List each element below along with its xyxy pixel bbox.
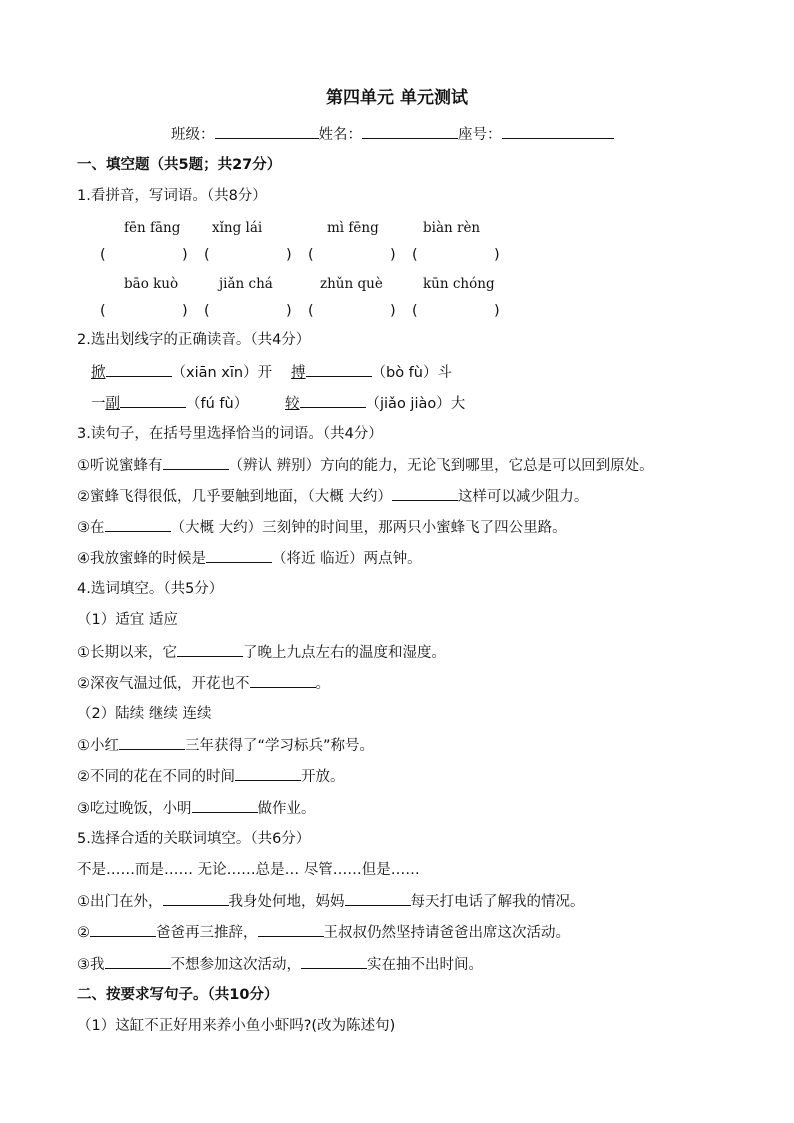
answer-box-3[interactable]: ( [308,247,314,263]
sentence-text: 这样可以减少阻力。 [457,489,589,505]
q2-blank-2[interactable] [306,362,372,377]
q4-group2-sentence-2 [77,766,345,787]
page-title: 第四单元 单元测试 [326,88,468,108]
sentence-text: 三年获得了“学习标兵”称号。 [185,738,375,754]
q5-sentence-3 [77,954,483,975]
pinyin-jiancha: jiǎn chá [219,276,273,292]
sentence-text: 不想参加这次活动， [170,957,301,973]
answer-box-5[interactable]: ( [100,303,106,319]
q5-options: 不是……而是…… 无论……总是… 尽管……但是…… [77,862,420,878]
q4-blank-3[interactable] [119,735,185,750]
sentence-text: 开放。 [301,769,345,785]
q3-sentence-3 [77,517,567,538]
answer-box-1[interactable]: ( [100,247,106,263]
q4-blank-1[interactable] [177,642,243,657]
sentence-text: ①长期以来，它 [77,645,177,661]
q2-tail: 开 [257,365,273,381]
seat-blank[interactable] [502,124,614,139]
answer-box-4[interactable]: ( [412,247,418,263]
section1-heading: 一、填空题（共5题；共27分） [77,157,282,173]
q3-blank-3[interactable] [105,517,171,532]
answer-box-4-close: ) [494,247,500,263]
sentence-text: ②不同的花在不同的时间 [77,769,235,785]
q5-blank-3[interactable] [90,922,156,937]
pinyin-mifeng: mì fēng [327,220,379,236]
pinyin-baokuo: bāo kuò [124,276,179,292]
sentence-text: ①听说蜜蜂有 [77,458,163,474]
q2-pre: 一 [91,396,106,412]
q4-group-1-options: （1）适宜 适应 [77,612,178,628]
pinyin-xinglai: xǐng lái [212,220,263,236]
section2-q1: （1）这缸不正好用来养小鱼小虾吗?(改为陈述句) [77,1018,396,1034]
q5-blank-2[interactable] [345,891,411,906]
sentence-text: ② [77,925,90,941]
sentence-text: 实在抽不出时间。 [367,957,483,973]
q2-pinyin-options: （jiǎo jiào） [365,396,451,412]
underlined-char: 副 [105,396,120,412]
q4-blank-2[interactable] [250,673,316,688]
q5-blank-1[interactable] [163,891,229,906]
answer-box-5-close: ) [182,303,188,319]
sentence-text: 。 [315,676,330,692]
sentence-text: 做作业。 [257,801,316,817]
sentence-text: 王叔叔仍然坚持请爸爸出席这次活动。 [323,925,570,941]
q5-blank-5[interactable] [105,954,171,969]
q4-group2-sentence-1 [77,735,374,756]
sentence-text: ①出门在外， [77,894,163,910]
q4-prompt: 4.选词填空。（共5分） [77,581,224,597]
q2-item-4 [285,393,465,414]
sentence-text: 我身处何地，妈妈 [228,894,345,910]
answer-box-2-close: ) [286,247,292,263]
answer-box-8-close: ) [494,303,500,319]
q5-sentence-1 [77,891,585,912]
q3-blank-2[interactable] [392,486,458,501]
q5-blank-6[interactable] [301,954,367,969]
name-label: 姓名： [318,127,362,143]
answer-box-6[interactable]: ( [204,303,210,319]
q2-blank-4[interactable] [300,393,366,408]
class-blank[interactable] [215,124,319,139]
q4-group1-sentence-1 [77,642,446,663]
sentence-text: 了晚上九点左右的温度和湿度。 [243,645,446,661]
q4-group2-sentence-3 [77,798,316,819]
q3-sentence-2 [77,486,588,507]
q5-prompt: 5.选择合适的关联词填空。（共6分） [77,831,311,847]
sentence-text: （将近 临近）两点钟。 [272,551,422,567]
answer-box-6-close: ) [286,303,292,319]
sentence-text: 每天打电话了解我的情况。 [410,894,585,910]
sentence-text: （大概 大约）三刻钟的时间里，那两只小蜜蜂飞了四公里路。 [170,520,567,536]
q4-group1-sentence-2 [77,673,330,694]
q3-sentence-4 [77,548,422,569]
q2-tail: 大 [450,396,466,412]
class-label: 班级： [171,127,215,143]
q2-prompt: 2.选出划线字的正确读音。（共4分） [77,332,311,348]
seat-label: 座号： [458,127,502,143]
answer-box-2[interactable]: ( [204,247,210,263]
sentence-text: ②深夜气温过低，开花也不 [77,676,250,692]
q2-item-1 [91,362,272,383]
q4-group-2-options: （2）陆续 继续 连续 [77,706,212,722]
q3-blank-4[interactable] [206,548,272,563]
q2-tail: 斗 [437,365,452,381]
underlined-char: 搏 [291,365,306,381]
pinyin-fenfang: fēn fāng [124,220,181,236]
sentence-text: ①小红 [77,738,119,754]
q3-sentence-1 [77,455,654,476]
q5-blank-4[interactable] [258,922,324,937]
pinyin-kunchong: kūn chóng [423,276,495,292]
underlined-char: 掀 [91,365,106,381]
sentence-text: ④我放蜜蜂的时候是 [77,551,206,567]
q4-blank-4[interactable] [235,766,301,781]
q2-pinyin-options: （fú fù） [186,396,249,412]
q2-pinyin-options: （bò fù） [371,365,438,381]
q2-blank-1[interactable] [106,362,172,377]
answer-box-7[interactable]: ( [308,303,314,319]
sentence-text: ②蜜蜂飞得很低，几乎要触到地面，（大概 大约） [77,489,392,505]
q2-item-3 [91,393,248,414]
answer-box-3-close: ) [390,247,396,263]
q4-blank-5[interactable] [192,798,258,813]
q3-prompt: 3.读句子，在括号里选择恰当的词语。（共4分） [77,426,383,442]
sentence-text: （辨认 辨别）方向的能力，无论飞到哪里，它总是可以回到原处。 [228,458,654,474]
sentence-text: ③我 [77,957,105,973]
q1-prompt: 1.看拼音，写词语。（共8分） [77,188,267,204]
answer-box-7-close: ) [390,303,396,319]
answer-box-8[interactable]: ( [412,303,418,319]
pinyin-zhunque: zhǔn què [320,276,383,292]
q2-blank-3[interactable] [120,393,186,408]
sentence-text: 爸爸再三推辞， [156,925,258,941]
q2-item-2 [291,362,452,383]
section2-heading: 二、按要求写句子。（共10分） [77,987,279,1003]
q5-sentence-2 [77,922,570,943]
answer-box-1-close: ) [182,247,188,263]
pinyin-bianren: biàn rèn [423,220,481,236]
student-info-line [171,124,614,145]
name-blank[interactable] [362,124,458,139]
sentence-text: ③在 [77,520,105,536]
q2-pinyin-options: （xiān xīn） [171,365,258,381]
sentence-text: ③吃过晚饭，小明 [77,801,192,817]
underlined-char: 较 [285,396,300,412]
q3-blank-1[interactable] [163,455,229,470]
